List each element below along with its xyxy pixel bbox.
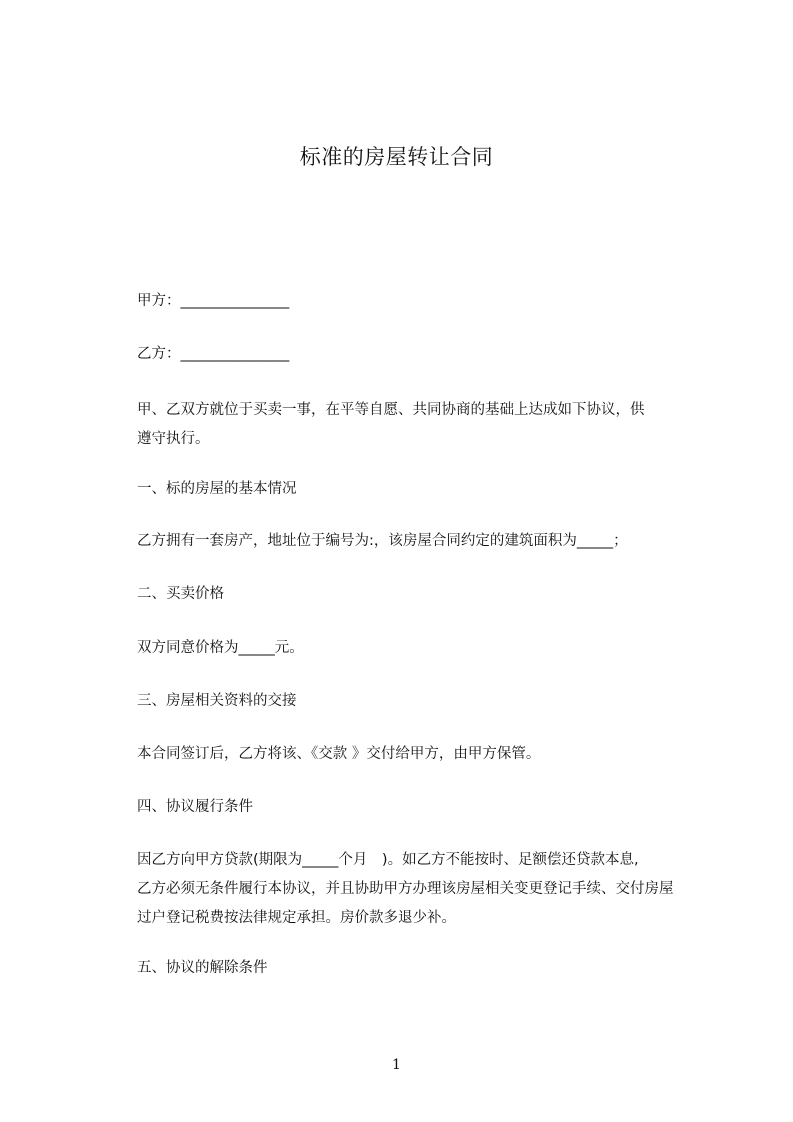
section-heading: 五、协议的解除条件 [137, 960, 268, 976]
party-a-line: 甲方：_______________ [137, 293, 290, 309]
section-body-line: 因乙方向甲方贷款(期限为_____个月 )。如乙方不能按时、足额偿还贷款本息, [137, 852, 639, 868]
section-body-line: 乙方必须无条件履行本协议，并且协助甲方办理该房屋相关变更登记手续、交付房屋 [137, 881, 674, 897]
party-b-line: 乙方：_______________ [137, 346, 290, 362]
section-heading: 三、房屋相关资料的交接 [137, 693, 297, 709]
section-heading: 二、买卖价格 [137, 586, 224, 602]
intro-paragraph [137, 396, 702, 454]
intro-line: 甲、乙双方就位于买卖一事，在平等自愿、共同协商的基础上达成如下协议，供 [137, 402, 645, 418]
section-heading: 一、标的房屋的基本情况 [137, 481, 297, 497]
section-body: 双方同意价格为_____元。 [137, 640, 304, 656]
section-body: 乙方拥有一套房产，地址位于编号为:，该房屋合同约定的建筑面积为_____； [137, 533, 628, 549]
section-heading: 四、协议履行条件 [137, 799, 253, 815]
page-number: 1 [392, 1057, 401, 1073]
section-body: 本合同签订后，乙方将该、《交款 》交付给甲方，由甲方保管。 [137, 746, 541, 762]
section-body [137, 846, 702, 933]
section-body-line: 过户登记税费按法律规定承担。房价款多退少补。 [137, 910, 456, 926]
intro-line: 遵守执行。 [137, 431, 210, 447]
page-title: 标准的房屋转让合同 [299, 145, 494, 169]
